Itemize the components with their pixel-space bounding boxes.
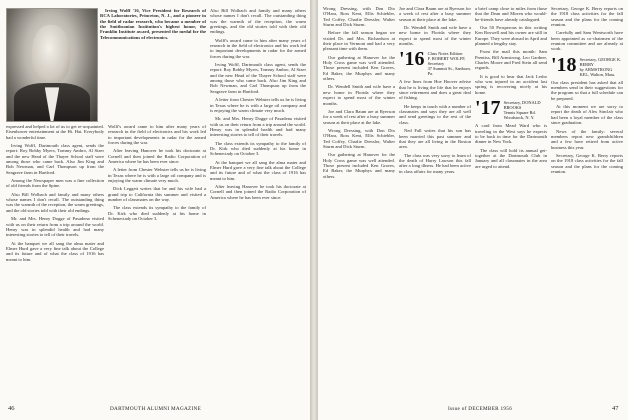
paragraph: A few lines from Hoe Hoover advise that he is living the life that he enjoys since retirement and does a great deal of fishing. (399, 79, 471, 101)
paragraph: Our class president has asked that all members send in their suggestions for the program so that a full schedule can be prepared. (551, 79, 623, 101)
class-number: '18 (551, 53, 577, 76)
portrait-photo (6, 8, 98, 122)
paragraph: Also Bill Wolbach and family and many others whose names I don't recall. The outstanding thing was the warmth of the reception, the warm greetings, and the old stories told with their old endings. (6, 191, 104, 213)
paragraph: Mr. and Mrs. Henry Dogge of Pasadena visited with us on their return from a trip around the world. Henry was in splendid health and had many interesting stories to tell of their travels. (6, 216, 104, 238)
paragraph: Our 50 Prosperous in this writing Ken Boswell and his owner are still in Europe. They were abroad in April and planned a lengthy stay. (475, 25, 547, 47)
paragraph: Joe and Clara Baum are at Ryerson for a week of rest after a busy summer season at their place at the lake. (399, 6, 471, 22)
paragraph: Our gathering at Hanover for the Holy Cross game was well attended. Those present included Ken Graves, Ed Baker, the Murphys and many others. (323, 54, 395, 82)
right-column-2 (399, 6, 471, 396)
left-page (0, 0, 310, 420)
class-16-header (399, 50, 471, 76)
paragraph: Dick Leggett writes that he and his wife had a grand trip to California this summer and visited a number of classmates on the way. (108, 186, 206, 203)
class-secretary-info (504, 99, 547, 120)
paragraph: At the banquet we all sang the alma mater and Elmer Hurd gave a very fine talk about the College and its future and of what the class of 1916 has meant to him. (210, 159, 306, 181)
page-number: 47 (612, 405, 619, 412)
paragraph: Among the Newspaper men was a fine collection of old friends from the Spine. (6, 178, 104, 189)
paragraph: The class was very sorry to learn of the death of Harry Lawson this fall after a long illness. He had been active in class affairs for many years. (399, 152, 471, 174)
paragraph: A letter from Chester Webster tells us he is living in Texas where he is with a large oil company and is enjoying the warm climate very much. (210, 97, 306, 113)
paragraph: Wrong Dressing, with Don Dix O'Hara, Ross Kent, Ellis Schiebler, Ted Coffey, Charlie Dressler, Walter Sturm and Dick Sturm. (323, 127, 395, 149)
paragraph: a brief camp close to miles from those that the Dean and Mirren who would-be-friends have already catalogued. (475, 6, 547, 22)
paragraph: It is good to hear that Jack Lesbo who was injured in an accident last spring is recovering nicely at his home. (475, 73, 547, 95)
paragraph: After leaving Hanover he took his doctorate at Cornell and then joined the Radio Corporation of America where he has been ever since. (210, 183, 306, 200)
class-info-line: Class Notes Edition (427, 51, 463, 57)
right-column-4 (551, 6, 623, 396)
paragraph: Carefully and Sam Wentworth have been appointed as co-chairmen of the reunion committee and are already at work. (551, 30, 623, 52)
class-secretary-info (428, 50, 471, 76)
right-column-3 (475, 6, 547, 396)
class-18-header (551, 53, 623, 77)
right-column-1 (323, 6, 395, 396)
class-secretary-info (580, 56, 623, 77)
paragraph: Before the fall season began we visited Dr. and Mrs. Richardson at their place in Vermont and had a very pleasant time with them. (323, 30, 395, 52)
class-number: '16 (399, 48, 425, 71)
issue-footer: Issue of DECEMBER 1956 (448, 406, 513, 412)
left-caption-column (100, 8, 206, 120)
paragraph: At this moment we are sorry to report the death of Alex Sinclair who had been a loyal member of the class since graduation. (551, 104, 623, 126)
paragraph: Also Bill Wolbach and family and many others whose names I don't recall. The outstanding thing was the warmth of the reception, the warm greetings, and the old stories told with their old endings. (210, 8, 306, 35)
page-gutter (310, 0, 318, 420)
paragraph: Secretary, George K. Berry reports on the 1918 class activities for the fall season and the plans for the coming reunion. (551, 6, 623, 28)
paragraph: Wrong Dressing, with Don Dix O'Hara, Ross Kent, Ellis Schiebler, Ted Coffey, Charlie Dressler, Walter Sturm and Dick Sturm. (323, 6, 395, 28)
paragraph: A card from Mead Ward who is traveling in the West says he expects to be back in time for the Dartmouth dinner in New York. (475, 123, 547, 145)
paragraph: A letter from Chester Webster tells us he is living in Texas where he is with a large oil company and is enjoying the warm climate very much. (108, 167, 206, 184)
paragraph: Irving Wolff, Dartmouth class agent, sends the report: Roy Bobby Myers, Tommy Ambro, Al Sizer and the new Head of the Thayer School staff were among those who came back. Also Jim King and Bob Newman, and Carl Thompson up from the Seagrave farm in Hartford. (210, 62, 306, 94)
paragraph: Dr. Wendell Smith and wife have a new home in Florida where they expect to spend most of the winter months. (323, 84, 395, 106)
class-info-line: Woodstock, N. Y. (503, 115, 535, 121)
class-info-line: Secretary, DONALD BROOKS (503, 100, 541, 111)
paragraph: Secretary, George K. Berry reports on the 1918 class activities for the fall season and the plans for the coming reunion. (551, 152, 623, 174)
paragraph: Irving Wolff, Dartmouth class agent, sends the report: Roy Bobby Myers, Tommy Ambro, Al Sizer and the new Head of the Thayer School staff were among those who came back. Also Jim King and Bob Newman, and Carl Thompson up from the Seagrave farm in Hartford. (6, 143, 104, 175)
magazine-footer: DARTMOUTH ALUMNI MAGAZINE (110, 406, 202, 412)
paragraph: Mr. and Mrs. Henry Dogge of Pasadena visited with us on their return from a trip around the world. Henry was in splendid health and had many interesting stories to tell of their travels. (210, 116, 306, 138)
paragraph: After leaving Hanover he took his doctorate at Cornell and then joined the Radio Corporation of America where he has been ever since. (108, 148, 206, 165)
paragraph: Wolff's award came to him after many years of research in the field of electronics and his work led to important developments in radar for the armed forces during the war. (210, 37, 306, 59)
photo-caption: Irving Wolff '16, Vice President for Research of RCA Laboratories, Princeton, N. J., and a pioneer in the field of radar research, who became a member of the Smithsonian Institution's highest honor, the Franklin Institute award, presented the medal for the Telecommunications of electronics. (100, 8, 206, 40)
class-17-header (475, 99, 547, 120)
paragraph: Our gathering at Hanover for the Holy Cross game was well attended. Those present included Ken Graves, Ed Baker, the Murphys and many others. (323, 152, 395, 179)
left-column-2 (108, 124, 206, 396)
page-number: 46 (8, 405, 15, 412)
right-page (318, 0, 628, 420)
left-column-3 (210, 8, 306, 396)
class-info-line: Secretary, GEORGE K. BERRY (579, 56, 622, 67)
paragraph: From the mail this month: Sam Prentiss, Bill Armstrong, Leo Gardner, Charles Moore and Fred Stein all send regards. (475, 49, 547, 71)
paragraph: He keeps in touch with a number of classmates and says they are all well and send greetings to the rest of the class. (399, 103, 471, 125)
paragraph: Joe and Clara Baum are at Ryerson for a week of rest after a busy summer season at their place at the lake. (323, 108, 395, 125)
paragraph: Dr. Wendell Smith and wife have a new home in Florida where they expect to spend most of the winter months. (399, 25, 471, 47)
class-info-line: Tennis Square Rd. (503, 110, 536, 116)
left-column-1 (6, 124, 104, 396)
paragraph: At the banquet we all sang the alma mater and Elmer Hurd gave a very fine talk about the College and its future and of what the class of 1916 has meant to him. (6, 240, 104, 262)
paragraph: News of the family: several members report new grandchildren and a few have retired from active business this year. (551, 128, 623, 150)
paragraph: Ned Fall writes that his son has been married this past summer and that they are all living in the Boston area. (399, 128, 471, 150)
class-info-line: F. ROBERT WOLFF, Secretary (427, 56, 466, 67)
paragraph: expressed and helped a lot of us to get re-acquainted. Eisenhower entertainment at the Hi. Hat. Everybody had a wonderful time. (6, 124, 104, 140)
class-info-line: 37 Summit St., Sanborn, Pa. (427, 66, 471, 77)
portrait-face (32, 25, 70, 83)
class-info-line: by ARMSTRONG KEL, Walton, Mass. (579, 66, 616, 77)
paragraph: The class will hold its annual get-together at the Dartmouth Club in January and all classmates in the area are urged to attend. (475, 147, 547, 169)
class-number: '17 (475, 97, 501, 120)
paragraph: The class extends its sympathy to the family of Dr. Kirk who died suddenly at his home in Schenectady on October 3. (210, 140, 306, 157)
paragraph: The class extends its sympathy to the family of Dr. Kirk who died suddenly at his home in Schenectady on October 3. (108, 205, 206, 222)
paragraph: Wolff's award came to him after many years of research in the field of electronics and his work led to important developments in radar for the armed forces during the war. (108, 124, 206, 146)
